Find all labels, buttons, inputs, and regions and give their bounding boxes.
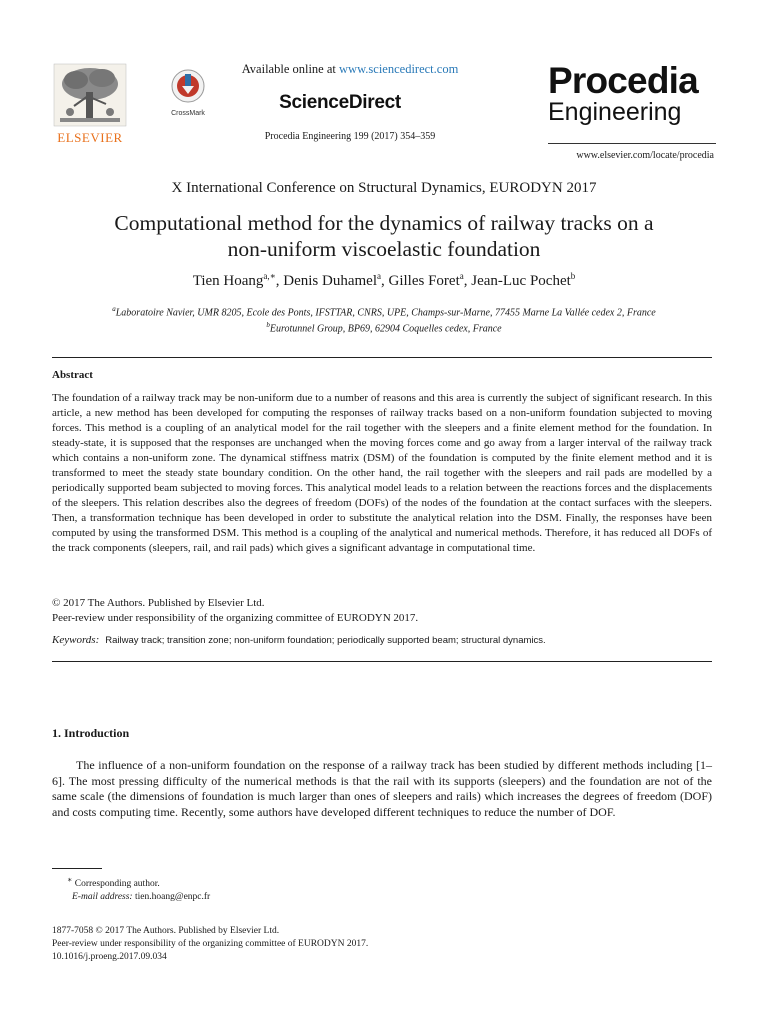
- author-affil-mark: a,∗: [263, 271, 276, 281]
- journal-reference: Procedia Engineering 199 (2017) 354–359: [264, 131, 436, 142]
- conference-name: X International Conference on Structural Dynamics, EURODYN 2017: [171, 180, 597, 196]
- affiliation-mark: b: [266, 321, 270, 330]
- author-name: Tien Hoang: [192, 273, 264, 289]
- peer-review-line: Peer-review under responsibility of the organizing committee of EURODYN 2017.: [52, 612, 419, 624]
- author-separator: ,: [275, 273, 284, 289]
- author-separator: ,: [381, 273, 389, 289]
- footnote-mark: ∗: [67, 875, 73, 884]
- procedia-url[interactable]: www.elsevier.com/locate/procedia: [576, 150, 714, 161]
- available-prefix: Available online at: [241, 62, 340, 76]
- elsevier-logo[interactable]: [52, 62, 128, 150]
- intro-text: The influence of a non-uniform foundation on the response of a railway track has been studied by different methods including [1–6]. The most pressing difficulty of the numerical methods is that the rail with its supports (sleepers) and the foundation are not of the same scale (the dimensions of foundation is much larger than ones of sleepers and rails) which increases the degrees of freedom (DOF) and costs computing time. Recently, some authors have developed different techniques to reduce the number of DOF.: [52, 758, 712, 819]
- available-online: [220, 62, 480, 77]
- email-note: [52, 891, 652, 904]
- abstract-body: The foundation of a railway track may be non-uniform due to a number of reasons and this area is currently the subject of significant research. In this article, a new method has been developed for computing the responses of railway tracks based on a non-uniform foundation subjected to moving forces. This method is a coupling of an analytical model for the rail together with the sleepers and a finite element method for the foundation. In steady-state, it is supposed that the responses are unchanged when the moving forces come and go away from a larger interval of the railway track which contains a non-uniform zone. The dynamical stiffness matrix (DSM) of the foundation is computed by the finite element method and it is transformed to meet the steady state boundary condition. On the other hand, the rail together with the sleepers and rail pads are modelled by a periodically supported beam subjected to moving forces. This analytical model leads to a relation between the reactions forces and the displacements of the sleepers. This relation describes also the degrees of freedom (DOFs) of the nodes of the foundation at the contact surfaces with the sleepers. Then, a transformation technique has been developed in order to substitute the analytical relation into the DSM. Finally, the responses have been computed by using the transformed DSM. This method is a coupling of the analytical and numerical methods. Therefore, it has reduced all DOFs of the track components (sleepers, rail, and rail pads) which gives a significant advantage in computational time.: [52, 392, 712, 554]
- author-affil-mark: a: [377, 271, 381, 281]
- author-name: Gilles Foret: [388, 273, 460, 289]
- procedia-divider: [548, 143, 716, 144]
- affiliation-text: Laboratoire Navier, UMR 8205, Ecole des Ponts, IFSTTAR, CNRS, UPE, Champs-sur-Marne, 77455 Marne La Vallée cedex 2, France: [115, 307, 656, 319]
- section-body: [52, 758, 712, 820]
- corresponding-text: Corresponding author.: [74, 879, 160, 890]
- crossmark-badge[interactable]: [163, 68, 213, 117]
- elsevier-wordmark: ELSEVIER: [57, 130, 123, 145]
- abstract-bottom-rule: [52, 661, 712, 662]
- doi-line[interactable]: 10.1016/j.proeng.2017.09.034: [52, 952, 167, 962]
- footnote: [52, 873, 652, 904]
- affiliation-text: Eurotunnel Group, BP69, 62904 Coquelles cedex, France: [269, 323, 502, 335]
- author-separator: ,: [463, 273, 472, 289]
- sciencedirect-link[interactable]: www.sciencedirect.com: [339, 62, 459, 76]
- email-address[interactable]: tien.hoang@enpc.fr: [134, 892, 211, 903]
- author-affil-mark: b: [570, 271, 576, 281]
- email-label: E-mail address:: [72, 892, 133, 903]
- issn-line: 1877-7058 © 2017 The Authors. Published by Elsevier Ltd.: [52, 926, 280, 936]
- keywords-label: Keywords:: [52, 634, 100, 646]
- copyright-block: [52, 596, 712, 626]
- elsevier-tree-icon: [52, 62, 128, 128]
- publication-info: [52, 925, 652, 964]
- copyright-line: © 2017 The Authors. Published by Elsevier Ltd.: [52, 597, 265, 609]
- keywords-text: Railway track; transition zone; non-uniform foundation; periodically supported beam; structural dynamics.: [105, 635, 546, 646]
- keywords: [52, 634, 712, 646]
- crossmark-icon: [170, 68, 206, 104]
- title-line-2: non-uniform viscoelastic foundation: [227, 237, 541, 261]
- author-name: Jean-Luc Pochet: [471, 273, 571, 289]
- abstract-top-rule: [52, 357, 712, 358]
- affiliation-mark: a: [112, 305, 116, 313]
- author-list: [40, 271, 728, 290]
- sciencedirect-wordmark: ScienceDirect: [279, 92, 401, 113]
- crossmark-label: CrossMark: [171, 110, 205, 117]
- footnote-rule: [52, 868, 102, 869]
- procedia-wordmark: Procedia: [548, 60, 698, 101]
- procedia-logo: [548, 62, 718, 125]
- peer-review-footer: Peer-review under responsibility of the organizing committee of EURODYN 2017.: [52, 939, 369, 949]
- engineering-wordmark: Engineering: [548, 98, 682, 126]
- affiliation-b: [40, 319, 728, 335]
- paper-title: [40, 210, 728, 262]
- abstract-heading: Abstract: [52, 369, 93, 381]
- affiliation-a: [40, 303, 728, 319]
- author-name: Denis Duhamel: [283, 273, 377, 289]
- corresponding-note: [52, 873, 652, 891]
- title-line-1: Computational method for the dynamics of railway tracks on a: [114, 211, 654, 235]
- affiliations: [40, 303, 728, 336]
- author-affil-mark: a: [459, 271, 464, 281]
- section-heading: 1. Introduction: [52, 726, 130, 740]
